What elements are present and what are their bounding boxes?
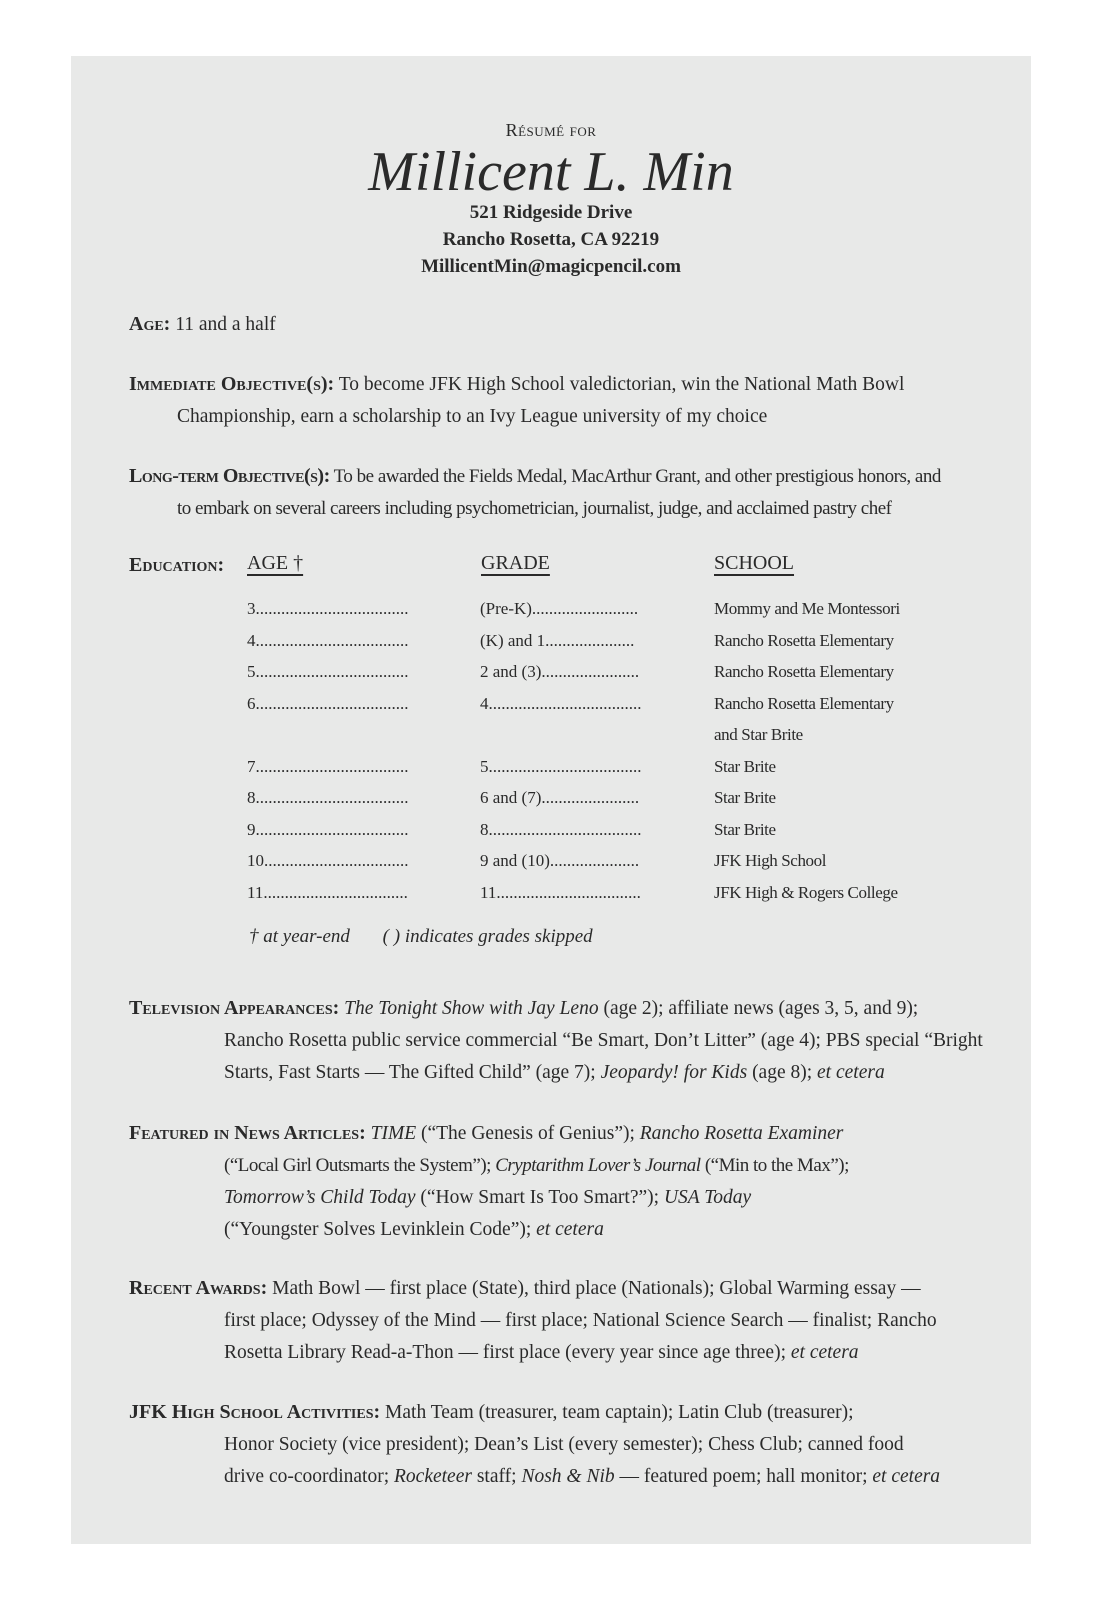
education-age-cell: 10.................................. xyxy=(247,851,409,870)
longterm-objective-line2: to embark on several careers including psychometrician, journalist, judge, and acclaimed pastry chef xyxy=(177,498,892,519)
education-school-cell: JFK High School xyxy=(714,851,827,870)
age-value: 11 and a half xyxy=(170,314,276,335)
skipped-grades-note: ( ) indicates grades skipped xyxy=(382,926,593,947)
education-school-cell: Star Brite xyxy=(714,788,776,807)
activities-et-cetera: et cetera xyxy=(872,1466,941,1487)
immediate-objective-section xyxy=(129,368,979,433)
longterm-objective-label: Long-term Objective(s): xyxy=(129,465,330,487)
education-age-cell: 8.................................... xyxy=(247,788,409,807)
nosh-nib-pub: Nosh & Nib xyxy=(521,1466,615,1487)
age-section xyxy=(129,308,979,341)
education-row xyxy=(71,694,1031,726)
longterm-objective-line1: To be awarded the Fields Medal, MacArthur Grant, and other prestigious honors, and xyxy=(329,466,941,487)
address-street: 521 Ridgeside Drive xyxy=(469,202,633,223)
year-end-note: † at year-end xyxy=(249,926,350,947)
television-label: Television Appearances: xyxy=(129,997,340,1019)
immediate-objective-line1: To become JFK High School valedictorian, win the National Math Bowl xyxy=(334,374,905,395)
awards-line3: Rosetta Library Read-a-Thon — first place (every year since age three); xyxy=(224,1342,791,1363)
education-age-cell: 3.................................... xyxy=(247,599,409,618)
activities-label: JFK High School Activities: xyxy=(129,1401,381,1423)
television-text-3: Starts, Fast Starts — The Gifted Child” (age 7); xyxy=(224,1062,601,1083)
activities-line1: Math Team (treasurer, team captain); Latin Club (treasurer); xyxy=(380,1402,854,1423)
education-footnote xyxy=(249,926,621,948)
television-text-2: Rancho Rosetta public service commercial “Be Smart, Don’t Litter” (age 4); PBS special “Bright xyxy=(224,1030,983,1051)
resume-page xyxy=(71,56,1031,1544)
news-articles-label: Featured in News Articles: xyxy=(129,1122,366,1144)
awards-line1: Math Bowl — first place (State), third place (Nationals); Global Warming essay — xyxy=(267,1278,921,1299)
news-text-2: (“Local Girl Outsmarts the System”); xyxy=(224,1155,496,1176)
tomorrows-child-pub: Tomorrow’s Child Today xyxy=(224,1187,416,1208)
television-text-1: (age 2); affiliate news (ages 3, 5, and 9); xyxy=(598,998,919,1019)
age-label: Age: xyxy=(129,313,171,335)
news-text-1: (“The Genesis of Genius”); xyxy=(416,1123,640,1144)
activities-section xyxy=(129,1396,1009,1493)
tonight-show-title: The Tonight Show with Jay Leno xyxy=(344,998,599,1019)
education-grade-header: GRADE xyxy=(481,552,550,574)
news-text-3: (“Min to the Max”); xyxy=(700,1155,849,1176)
activities-line3a: drive co-coordinator; xyxy=(224,1466,395,1487)
awards-line2: first place; Odyssey of the Mind — first place; National Science Search — finalist; Rancho xyxy=(224,1310,937,1331)
education-label: Education: xyxy=(129,554,225,576)
education-grade-cell: 2 and (3)....................... xyxy=(480,662,640,681)
news-articles-section xyxy=(129,1117,1009,1246)
education-row xyxy=(71,662,1031,694)
immediate-objective-label: Immediate Objective(s): xyxy=(129,373,335,395)
education-school-cell: JFK High & Rogers College xyxy=(714,882,898,902)
education-row xyxy=(71,851,1031,883)
education-grade-cell: (K) and 1..................... xyxy=(480,630,635,650)
education-row xyxy=(71,757,1031,789)
education-school-cell: Rancho Rosetta Elementary xyxy=(714,630,894,650)
longterm-objective-section xyxy=(129,460,1009,525)
education-grade-cell: 5.................................... xyxy=(480,756,642,776)
news-text-5: (“Youngster Solves Levinklein Code”); xyxy=(224,1219,537,1240)
education-school-cell: and Star Brite xyxy=(714,725,803,744)
education-grade-cell: (Pre-K)......................... xyxy=(480,599,639,618)
television-et-cetera: et cetera xyxy=(817,1062,885,1083)
education-grade-cell: 4.................................... xyxy=(480,693,642,713)
education-school-cell: Mommy and Me Montessori xyxy=(714,599,900,618)
news-et-cetera: et cetera xyxy=(536,1219,604,1240)
education-age-cell: 5.................................... xyxy=(247,662,409,681)
education-age-cell: 4.................................... xyxy=(247,630,409,650)
activities-line2: Honor Society (vice president); Dean’s List (every semester); Chess Club; canned food xyxy=(224,1434,904,1455)
education-row xyxy=(71,631,1031,663)
education-row xyxy=(71,883,1031,915)
education-age-cell: 9.................................... xyxy=(247,819,409,839)
email-address: MillicentMin@magicpencil.com xyxy=(421,256,681,277)
immediate-objective-line2: Championship, earn a scholarship to an Ivy League university of my choice xyxy=(177,406,768,427)
jeopardy-title: Jeopardy! for Kids xyxy=(600,1062,748,1083)
activities-line3c: — featured poem; hall monitor; xyxy=(614,1466,873,1487)
time-pub: TIME xyxy=(370,1123,417,1144)
education-age-cell: 6.................................... xyxy=(247,693,409,713)
address-city: Rancho Rosetta, CA 92219 xyxy=(442,229,660,250)
news-text-4: (“How Smart Is Too Smart?”); xyxy=(415,1187,664,1208)
applicant-name: Millicent L. Min xyxy=(368,141,734,203)
rocketeer-pub: Rocketeer xyxy=(394,1466,472,1487)
usa-today-pub: USA Today xyxy=(663,1187,752,1208)
awards-et-cetera: et cetera xyxy=(790,1342,859,1363)
education-age-header: AGE † xyxy=(247,552,304,574)
education-age-cell: 11.................................. xyxy=(247,882,408,902)
education-school-cell: Rancho Rosetta Elementary xyxy=(714,662,894,681)
education-school-cell: Rancho Rosetta Elementary xyxy=(714,693,894,713)
television-section xyxy=(129,992,1009,1089)
education-school-cell: Star Brite xyxy=(714,756,776,776)
education-row xyxy=(71,788,1031,820)
education-grade-cell: 8.................................... xyxy=(480,819,642,839)
education-school-header: SCHOOL xyxy=(714,552,795,574)
education-grade-cell: 6 and (7)....................... xyxy=(480,788,640,807)
television-text-4: (age 8); xyxy=(747,1062,818,1083)
cryptarithm-pub: Cryptarithm Lover’s Journal xyxy=(495,1155,701,1176)
education-age-cell: 7.................................... xyxy=(247,756,409,776)
education-grade-cell: 9 and (10)..................... xyxy=(480,851,640,870)
education-row xyxy=(71,820,1031,852)
education-grade-cell: 11.................................. xyxy=(480,882,641,902)
awards-section xyxy=(129,1272,1009,1369)
activities-line3b: staff; xyxy=(471,1466,522,1487)
examiner-pub: Rancho Rosetta Examiner xyxy=(639,1123,844,1144)
education-school-cell: Star Brite xyxy=(714,819,776,839)
education-table xyxy=(71,599,1031,914)
resume-for-label: Résumé for xyxy=(505,120,597,140)
awards-label: Recent Awards: xyxy=(129,1277,268,1299)
education-row xyxy=(71,599,1031,631)
education-row xyxy=(71,725,1031,757)
